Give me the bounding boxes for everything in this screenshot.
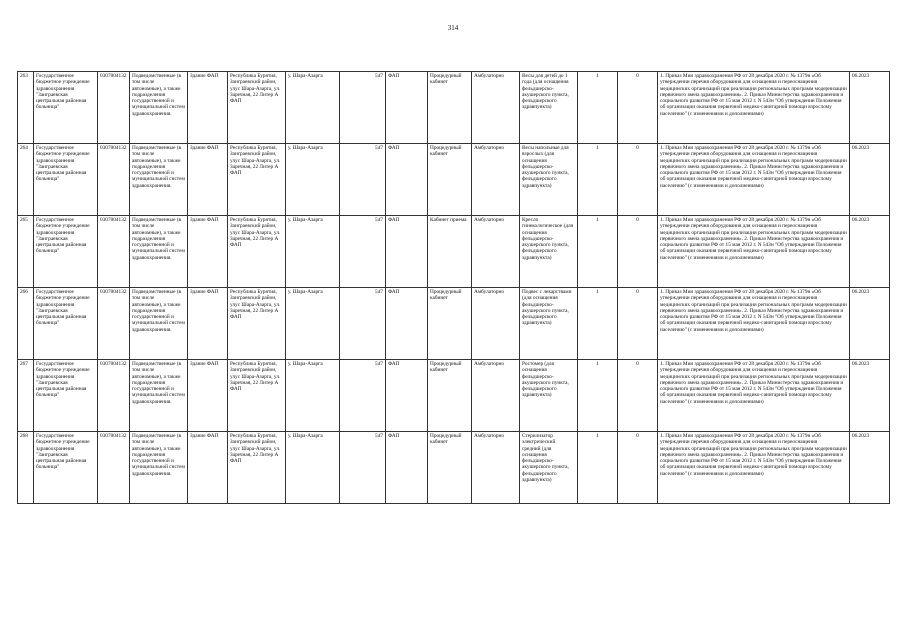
building-cell: Здание ФАП (188, 288, 228, 360)
institution-cell: Государственное бюджетное учреждение здравоохранения "Заиграевская центральная районная больница" (34, 360, 98, 432)
unit-cell: ФАП (386, 144, 428, 216)
institution-cell: Государственное бюджетное учреждение здравоохранения "Заиграевская центральная районная больница" (34, 72, 98, 144)
table-row (18, 72, 890, 144)
equipment-cell: Весы напольные для взрослых (для оснащения фельдшерско-акушерского пункта, фельдшерского здравпункта) (520, 144, 578, 216)
equipment-cell: Стерилизатор электрический средний (для оснащения фельдшерско-акушерского пункта, фельдшерского здравпункта) (520, 432, 578, 504)
legal-basis-cell: 1. Приказ Мин здравоохранения РФ от 28 декабря 2020 г. № 1379н «Об утверждении перечня оборудования для оснащения и переоснащения медицинских организаций при реализации региональных программ модернизации первичного звена здравоохранения». 2. Приказ Министерства здравоохранения и социального развития РФ от 15 мая 2012 г. N 543н "Об утверждении Положения об организации оказания первичной медико-санитарной помощи взрослому населению" (с изменениями и дополнениями) (658, 144, 850, 216)
room-cell: Процедурный кабинет (428, 432, 472, 504)
code-cell: 547 (340, 288, 386, 360)
code-cell: 547 (340, 216, 386, 288)
unit-cell: ФАП (386, 360, 428, 432)
quantity-needed-cell: 1 (578, 288, 618, 360)
date-cell: 06.2023 (850, 360, 890, 432)
building-cell: Здание ФАП (188, 144, 228, 216)
quantity-needed-cell: 1 (578, 432, 618, 504)
quantity-available-cell: 0 (618, 432, 658, 504)
quantity-available-cell: 0 (618, 360, 658, 432)
building-cell: Здание ФАП (188, 360, 228, 432)
institution-cell: Государственное бюджетное учреждение здравоохранения "Заиграевская центральная районная больница" (34, 288, 98, 360)
address-cell: Республика Бурятия, Заиграевский район, улус Шара-Азарга, ул. Заречная, 22 Литер А ФАП (228, 360, 286, 432)
ownership-cell: Подведомственные (в том числе автономные), а также подразделения государственной и муниципальной систем здравоохранения. (130, 288, 188, 360)
inn-cell: 0307004132 (98, 432, 130, 504)
inn-cell: 0307004132 (98, 288, 130, 360)
code-cell: 547 (340, 360, 386, 432)
date-cell: 06.2023 (850, 144, 890, 216)
legal-basis-cell: 1. Приказ Мин здравоохранения РФ от 28 декабря 2020 г. № 1379н «Об утверждении перечня оборудования для оснащения и переоснащения медицинских организаций при реализации региональных программ модернизации первичного звена здравоохранения». 2. Приказ Министерства здравоохранения и социального развития РФ от 15 мая 2012 г. N 543н "Об утверждении Положения об организации оказания первичной медико-санитарной помощи взрослому населению" (с изменениями и дополнениями) (658, 216, 850, 288)
table-row (18, 216, 890, 288)
institution-cell: Государственное бюджетное учреждение здравоохранения "Заиграевская центральная районная больница" (34, 216, 98, 288)
room-cell: Процедурный кабинет (428, 360, 472, 432)
quantity-needed-cell: 1 (578, 216, 618, 288)
row-number-cell: 264 (18, 144, 34, 216)
inn-cell: 0307004132 (98, 360, 130, 432)
institution-cell: Государственное бюджетное учреждение здравоохранения "Заиграевская центральная районная больница" (34, 144, 98, 216)
legal-basis-cell: 1. Приказ Мин здравоохранения РФ от 28 декабря 2020 г. № 1379н «Об утверждении перечня оборудования для оснащения и переоснащения медицинских организаций при реализации региональных программ модернизации первичного звена здравоохранения». 2. Приказ Министерства здравоохранения и социального развития РФ от 15 мая 2012 г. N 543н "Об утверждении Положения об организации оказания первичной медико-санитарной помощи взрослому населению" (с изменениями и дополнениями) (658, 360, 850, 432)
inn-cell: 0307004132 (98, 144, 130, 216)
care-type-cell: Амбулаторно (472, 288, 520, 360)
ownership-cell: Подведомственные (в том числе автономные), а также подразделения государственной и муниципальной систем здравоохранения. (130, 432, 188, 504)
locality-cell: у. Шара-Азарга (286, 360, 340, 432)
table-row (18, 288, 890, 360)
care-type-cell: Амбулаторно (472, 72, 520, 144)
date-cell: 06.2023 (850, 288, 890, 360)
address-cell: Республика Бурятия, Заиграевский район, улус Шара-Азарга, ул. Заречная, 22 Литер А ФАП (228, 288, 286, 360)
quantity-available-cell: 0 (618, 288, 658, 360)
legal-basis-cell: 1. Приказ Мин здравоохранения РФ от 28 декабря 2020 г. № 1379н «Об утверждении перечня оборудования для оснащения и переоснащения медицинских организаций при реализации региональных программ модернизации первичного звена здравоохранения». 2. Приказ Министерства здравоохранения и социального развития РФ от 15 мая 2012 г. N 543н "Об утверждении Положения об организации оказания первичной медико-санитарной помощи взрослому населению" (с изменениями и дополнениями) (658, 288, 850, 360)
room-cell: Процедурный кабинет (428, 72, 472, 144)
quantity-needed-cell: 1 (578, 360, 618, 432)
ownership-cell: Подведомственные (в том числе автономные), а также подразделения государственной и муниципальной систем здравоохранения. (130, 216, 188, 288)
row-number-cell: 266 (18, 288, 34, 360)
institution-cell: Государственное бюджетное учреждение здравоохранения "Заиграевская центральная районная больница" (34, 432, 98, 504)
building-cell: Здание ФАП (188, 216, 228, 288)
address-cell: Республика Бурятия, Заиграевский район, улус Шара-Азарга, ул. Заречная, 22 Литер А ФАП (228, 72, 286, 144)
quantity-needed-cell: 1 (578, 72, 618, 144)
equipment-cell: Подвес с лекарствами (для оснащения фельдшерско-акушерского пункта, фельдшерского здравпункта) (520, 288, 578, 360)
locality-cell: у. Шара-Азарга (286, 72, 340, 144)
row-number-cell: 265 (18, 216, 34, 288)
equipment-cell: Весы для детей до 1 года (для оснащения фельдшерско-акушерского пункта, фельдшерского здравпункта) (520, 72, 578, 144)
quantity-needed-cell: 1 (578, 144, 618, 216)
unit-cell: ФАП (386, 216, 428, 288)
locality-cell: у. Шара-Азарга (286, 288, 340, 360)
locality-cell: у. Шара-Азарга (286, 144, 340, 216)
address-cell: Республика Бурятия, Заиграевский район, улус Шара-Азарга, ул. Заречная, 22 Литер А ФАП (228, 432, 286, 504)
quantity-available-cell: 0 (618, 216, 658, 288)
equipment-cell: Кресло гинекологическое (для оснащения фельдшерско-акушерского пункта, фельдшерского здравпункта) (520, 216, 578, 288)
code-cell: 547 (340, 432, 386, 504)
room-cell: Кабинет приема (428, 216, 472, 288)
ownership-cell: Подведомственные (в том числе автономные), а также подразделения государственной и муниципальной систем здравоохранения. (130, 360, 188, 432)
table-row (18, 144, 890, 216)
ownership-cell: Подведомственные (в том числе автономные), а также подразделения государственной и муниципальной систем здравоохранения. (130, 144, 188, 216)
room-cell: Процедурный кабинет (428, 144, 472, 216)
address-cell: Республика Бурятия, Заиграевский район, улус Шара-Азарга, ул. Заречная, 22 Литер А ФАП (228, 144, 286, 216)
row-number-cell: 267 (18, 360, 34, 432)
unit-cell: ФАП (386, 288, 428, 360)
row-number-cell: 268 (18, 432, 34, 504)
inn-cell: 0307004132 (98, 72, 130, 144)
table-row (18, 360, 890, 432)
unit-cell: ФАП (386, 72, 428, 144)
code-cell: 547 (340, 144, 386, 216)
date-cell: 06.2023 (850, 216, 890, 288)
building-cell: Здание ФАП (188, 432, 228, 504)
unit-cell: ФАП (386, 432, 428, 504)
equipment-cell: Ростомер (для оснащения фельдшерско-акушерского пункта, фельдшерского здравпункта) (520, 360, 578, 432)
building-cell: Здание ФАП (188, 72, 228, 144)
legal-basis-cell: 1. Приказ Мин здравоохранения РФ от 28 декабря 2020 г. № 1379н «Об утверждении перечня оборудования для оснащения и переоснащения медицинских организаций при реализации региональных программ модернизации первичного звена здравоохранения». 2. Приказ Министерства здравоохранения и социального развития РФ от 15 мая 2012 г. N 543н "Об утверждении Положения об организации оказания первичной медико-санитарной помощи взрослому населению" (с изменениями и дополнениями) (658, 432, 850, 504)
ownership-cell: Подведомственные (в том числе автономные), а также подразделения государственной и муниципальной систем здравоохранения. (130, 72, 188, 144)
address-cell: Республика Бурятия, Заиграевский район, улус Шара-Азарга, ул. Заречная, 22 Литер А ФАП (228, 216, 286, 288)
locality-cell: у. Шара-Азарга (286, 216, 340, 288)
row-number-cell: 263 (18, 72, 34, 144)
table-row (18, 432, 890, 504)
care-type-cell: Амбулаторно (472, 360, 520, 432)
page-number: 314 (447, 24, 459, 32)
equipment-table (17, 71, 890, 504)
legal-basis-cell: 1. Приказ Мин здравоохранения РФ от 28 декабря 2020 г. № 1379н «Об утверждении перечня оборудования для оснащения и переоснащения медицинских организаций при реализации региональных программ модернизации первичного звена здравоохранения». 2. Приказ Министерства здравоохранения и социального развития РФ от 15 мая 2012 г. N 543н "Об утверждении Положения об организации оказания первичной медико-санитарной помощи взрослому населению" (с изменениями и дополнениями) (658, 72, 850, 144)
quantity-available-cell: 0 (618, 144, 658, 216)
code-cell: 547 (340, 72, 386, 144)
quantity-available-cell: 0 (618, 72, 658, 144)
care-type-cell: Амбулаторно (472, 432, 520, 504)
date-cell: 06.2023 (850, 432, 890, 504)
locality-cell: у. Шара-Азарга (286, 432, 340, 504)
care-type-cell: Амбулаторно (472, 144, 520, 216)
care-type-cell: Амбулаторно (472, 216, 520, 288)
inn-cell: 0307004132 (98, 216, 130, 288)
room-cell: Процедурный кабинет (428, 288, 472, 360)
date-cell: 06.2023 (850, 72, 890, 144)
